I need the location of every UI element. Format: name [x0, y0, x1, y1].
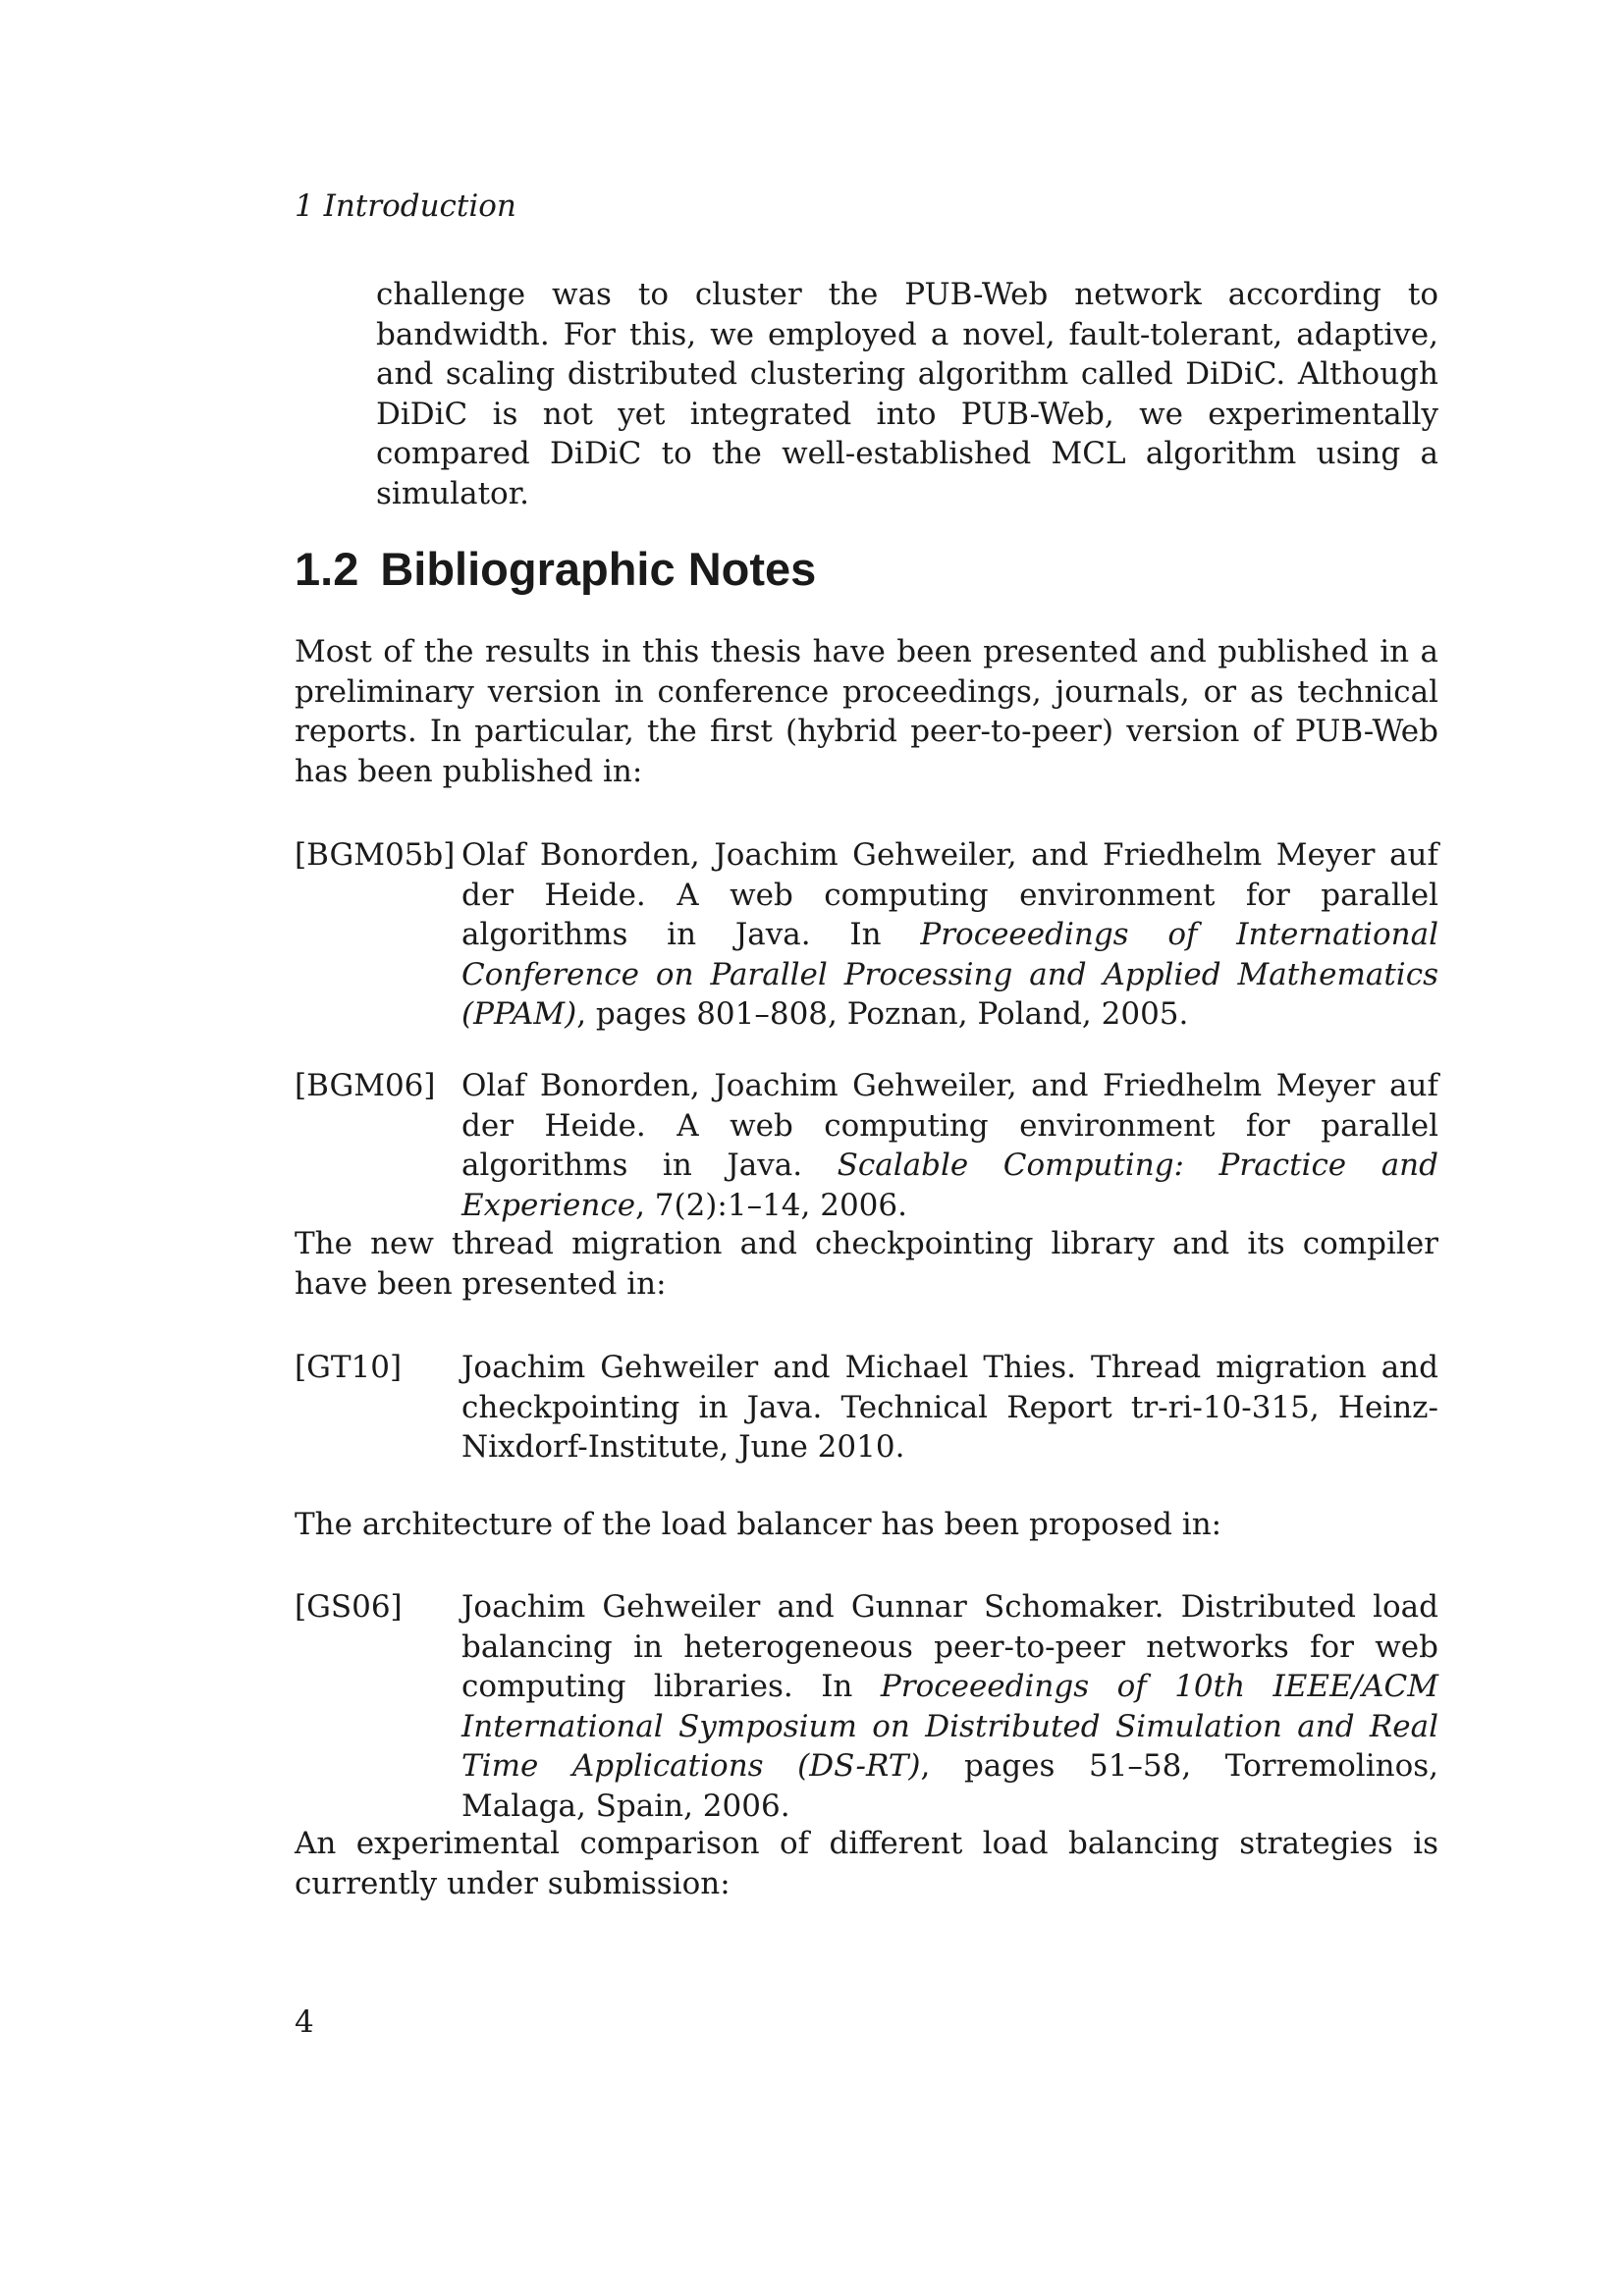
- bibliographic-notes-paragraph-4: An experimental comparison of different load balancing strategies is currently under submission:: [295, 1826, 1438, 1901]
- reference-body: [461, 1066, 1438, 1225]
- section-number: 1.2: [295, 543, 359, 595]
- bibliographic-notes-paragraph-2: The new thread migration and checkpointing library and its compiler have been presented in:: [295, 1226, 1438, 1302]
- reference-authors-title: Olaf Bonorden, Joachim Gehweiler, and Friedhelm Meyer auf der Heide. A web computing environment for parallel algorithms in Java. In: [461, 837, 1438, 952]
- reference-key: [GT10]: [295, 1350, 403, 1385]
- reference-bgm06: [295, 1066, 1438, 1225]
- reference-details: , 7(2):1–14, 2006.: [635, 1187, 907, 1223]
- reference-venue: Proceeedings of International Conference on Parallel Processing and Applied Mathematics (PPAM): [461, 917, 1438, 1032]
- intro-continuation-paragraph: challenge was to cluster the PUB-Web network according to bandwidth. For this, we employed a novel, fault-tolerant, adaptive, and scaling distributed clustering algorithm called DiDiC. Although DiDiC is not yet integrated into PUB-Web, we experimentally compared DiDiC to the well-established MCL algorithm using a simulator.: [376, 277, 1438, 511]
- reference-details: , pages 801–808, Poznan, Poland, 2005.: [576, 996, 1189, 1032]
- reference-authors-title: Joachim Gehweiler and Gunnar Schomaker. Distributed load balancing in heterogeneous peer-to-peer networks for web computing libraries. In: [461, 1589, 1438, 1704]
- reference-gs06: [295, 1587, 1438, 1826]
- reference-bgm05b: [295, 835, 1438, 1035]
- reference-body: [461, 1587, 1438, 1826]
- reference-body: Joachim Gehweiler and Michael Thies. Thread migration and checkpointing in Java. Technical Report tr-ri-10-315, Heinz-Nixdorf-Institute, June 2010.: [461, 1350, 1438, 1465]
- page-number: 4: [295, 2004, 314, 2040]
- reference-venue: Scalable Computing: Practice and Experience: [461, 1148, 1438, 1223]
- reference-details: , pages 51–58, Torremolinos, Malaga, Spain, 2006.: [461, 1748, 1438, 1824]
- reference-key: [GS06]: [295, 1589, 403, 1625]
- reference-authors-title: Olaf Bonorden, Joachim Gehweiler, and Friedhelm Meyer auf der Heide. A web computing environment for parallel algorithms in Java.: [461, 1068, 1438, 1183]
- reference-body: [461, 835, 1438, 1035]
- bibliographic-notes-paragraph-3: The architecture of the load balancer has been proposed in:: [295, 1507, 1222, 1542]
- section-heading: [295, 540, 816, 599]
- section-title: Bibliographic Notes: [380, 543, 817, 595]
- reference-venue: Proceeedings of 10th IEEE/ACM International Symposium on Distributed Simulation and Real Time Applications (DS-RT): [461, 1669, 1438, 1784]
- bibliographic-notes-paragraph-1: Most of the results in this thesis have been presented and published in a preliminary version in conference proceedings, journals, or as technical reports. In particular, the first (hybrid peer-to-peer) version of PUB-Web has been published in:: [295, 634, 1438, 789]
- reference-key: [BGM06]: [295, 1068, 436, 1103]
- reference-gt10: [295, 1348, 1438, 1468]
- reference-key: [BGM05b]: [295, 837, 456, 873]
- running-header: 1 Introduction: [295, 188, 516, 224]
